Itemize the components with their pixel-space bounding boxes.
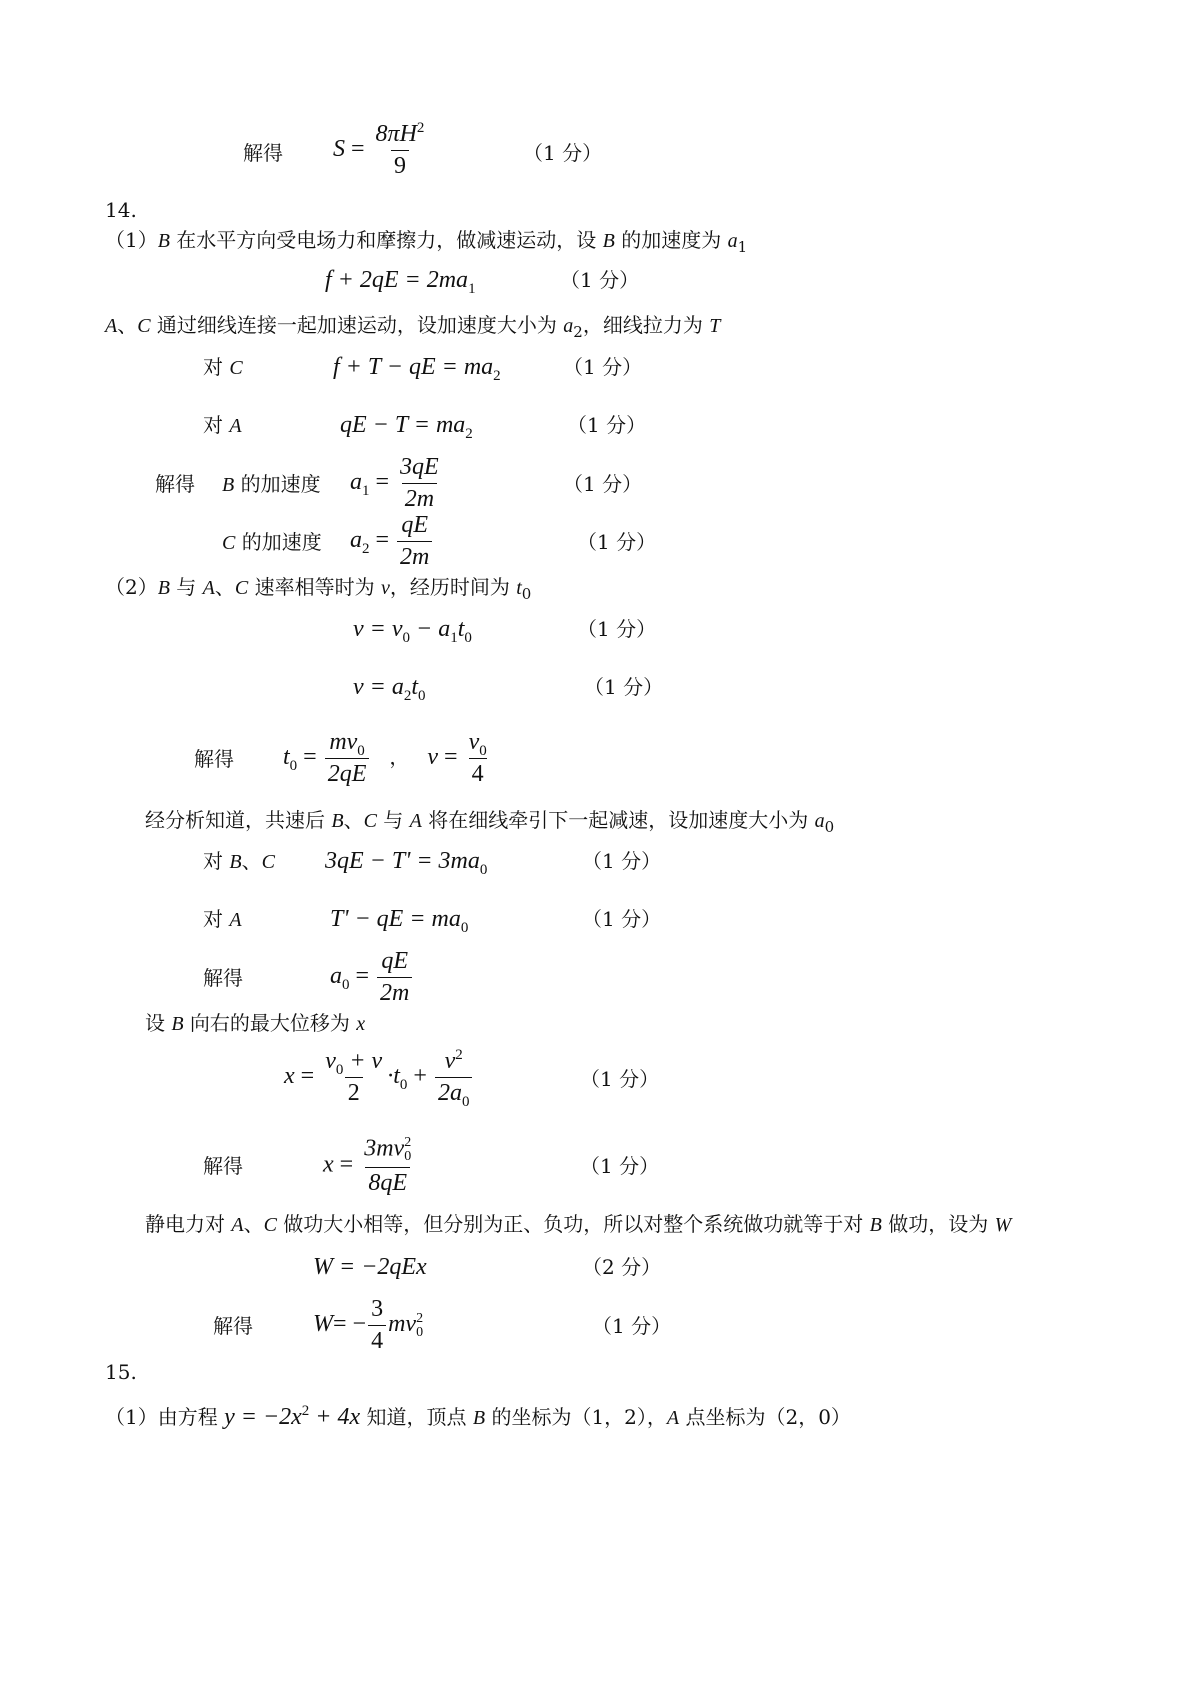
points-8: （1 分） [584,675,664,699]
c-acc-label: C 的加速度 [222,530,322,554]
equation-bc: $3qE - T' = 3ma_0$ [325,848,488,878]
points-1: （1 分） [523,141,603,165]
equation-a-tension: T' − qE = $ma_0$ [330,906,469,936]
for-c-label: 对 C [203,355,243,379]
points-3: （1 分） [563,355,643,379]
equation-x: x = $\frac{v_0 + v}{2}$ $\cdot t_0$ + $\frac{v^2}{2a_0}$ [284,1049,474,1106]
points-2: （1 分） [560,268,640,292]
points-14: （1 分） [592,1314,672,1338]
part-1-intro: （1）B 在水平方向受电场力和摩擦力，做减速运动，设 B 的加速度为 $a_1$ [105,228,748,256]
points-13: （2 分） [582,1255,662,1279]
points-7: （1 分） [577,617,657,641]
points-6: （1 分） [577,530,657,554]
equation-a0: $a_0$ = $\frac{qE}{2m}$ [330,949,414,1006]
ac-intro: A、C 通过细线连接一起加速运动，设加速度大小为 $a_2$，细线拉力为 T [105,313,721,341]
points-12: （1 分） [580,1154,660,1178]
equation-v2: $v = a_2t_0$ [353,674,426,704]
solve-label-2: 解得 [155,472,195,496]
question-15-number: 15. [105,1360,137,1384]
equation-x-result: x = 3mv 2 0 8qE [323,1135,412,1196]
equation-a1: $a_1$ = $\frac{3qE}{2m}$ [350,454,439,513]
points-11: （1 分） [580,1067,660,1091]
equation-c: f + T − qE = $ma_2$ [333,354,501,384]
equation-t0-v: $t_0$ = $\frac{mv_0}{2qE}$ ， v = $\frac{v_0}{4}$ [283,729,487,788]
analysis-text: 经分析知道，共速后 B、C 与 A 将在细线牵引下一起减速，设加速度大小为 $a_0$ [145,808,835,836]
solve-label-6: 解得 [213,1314,253,1338]
equation-w: W = −2qEx [313,1254,427,1280]
equation-a2: $a_2$ = $\frac{qE}{2m}$ [350,513,434,570]
points-10: （1 分） [582,907,662,931]
for-a-label-2: 对 A [203,907,242,931]
q15-part-1: （1）由方程 $y = -2x^2 + 4x$ 知道，顶点 B 的坐标为（1，2），A 点坐标为（2，0） [105,1403,851,1430]
solve-label-3: 解得 [194,747,234,771]
part-2-intro: （2）B 与 A、C 速率相等时为 v，经历时间为 $t_0$ [105,575,532,603]
points-9: （1 分） [582,849,662,873]
question-14-number: 14. [105,198,137,222]
solve-label-1: 解得 [243,141,283,165]
for-bc-label: 对 B、C [203,849,275,873]
max-displacement-text: 设 B 向右的最大位移为 x [145,1011,366,1035]
points-4: （1 分） [567,413,647,437]
solve-label-4: 解得 [203,966,243,990]
equation-b-force: $f + 2qE = 2ma_1$ [325,267,476,297]
solve-label-5: 解得 [203,1154,243,1178]
points-5: （1 分） [563,472,643,496]
work-analysis-text: 静电力对 A、C 做功大小相等，但分别为正、负功，所以对整个系统做功就等于对 B 做功，设为 W [145,1212,1012,1236]
equation-area: S = $\frac{8\pi H^2}{9}$ [333,120,425,180]
equation-v1: $v = v_0 - a_1t_0$ [353,616,472,646]
equation-a: qE − $T = ma_2$ [340,412,473,442]
b-acc-label: B 的加速度 [222,472,321,496]
equation-w-result: W= − $\frac{3}{4}$ mv 2 0 [313,1296,424,1355]
for-a-label: 对 A [203,413,242,437]
